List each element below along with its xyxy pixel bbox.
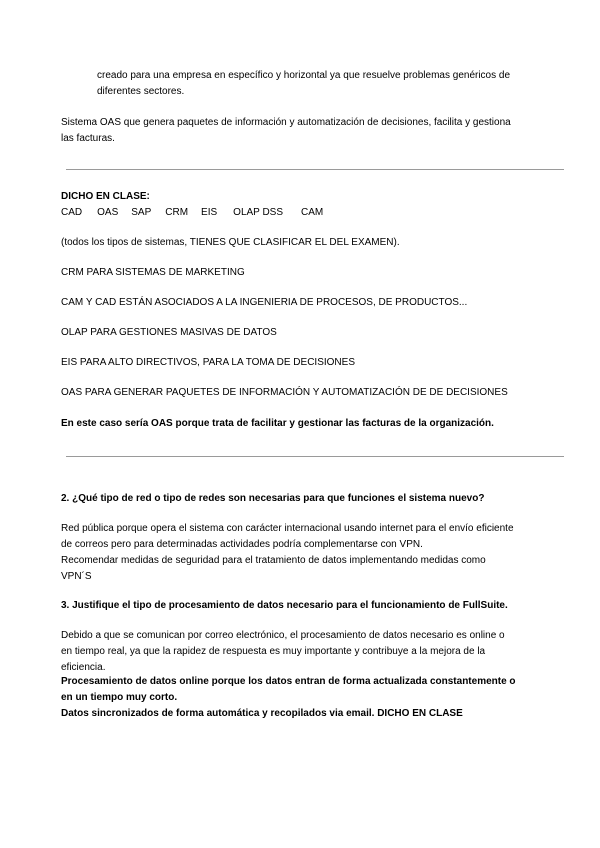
horizontal-divider [66, 456, 564, 457]
system-eis: EIS [201, 207, 218, 218]
system-crm: CRM [165, 207, 189, 218]
system-cam: CAM [301, 207, 324, 218]
oas-paragraph-line-1: Sistema OAS que genera paquetes de información y automatización de decisiones, facilita y gestiona [61, 117, 511, 128]
question-2-heading: 2. ¿Qué tipo de red o tipo de redes son necesarias para que funciones el sistema nuevo? [61, 493, 485, 504]
system-sap: SAP [131, 207, 152, 218]
question-3-heading: 3. Justifique el tipo de procesamiento de datos necesario para el funcionamiento de FullSuite. [61, 600, 508, 611]
question-3-bold-line-2: en un tiempo muy corto. [61, 692, 178, 703]
question-2-answer-line-2: de correos pero para determinadas actividades podría complementarse con VPN. [61, 539, 423, 550]
question-3-answer-line-2: en tiempo real, ya que la rapidez de respuesta es muy importante y contribuye a la mejora de la [61, 646, 486, 657]
oas-line: OAS PARA GENERAR PAQUETES DE INFORMACIÓN Y AUTOMATIZACIÓN DE DE DECISIONES [61, 387, 508, 398]
dicho-conclusion: En este caso sería OAS porque trata de facilitar y gestionar las facturas de la organización. [61, 418, 494, 429]
cam-cad-line: CAM Y CAD ESTÁN ASOCIADOS A LA INGENIERIA DE PROCESOS, DE PRODUCTOS... [61, 297, 468, 308]
question-3-bold-line-1: Procesamiento de datos online porque los datos entran de forma actualizada constantemente o [61, 676, 516, 687]
crm-line: CRM PARA SISTEMAS DE MARKETING [61, 267, 245, 278]
question-3-bold-line-3: Datos sincronizados de forma automática y recopilados via email. DICHO EN CLASE [61, 708, 463, 719]
question-2-answer-line-3: Recomendar medidas de seguridad para el tratamiento de datos implementando medidas como [61, 555, 486, 566]
question-2-answer-line-1: Red pública porque opera el sistema con carácter internacional usando internet para el envío eficiente [61, 523, 514, 534]
olap-line: OLAP PARA GESTIONES MASIVAS DE DATOS [61, 327, 277, 338]
systems-note: (todos los tipos de sistemas, TIENES QUE CLASIFICAR EL DEL EXAMEN). [61, 237, 400, 248]
dicho-heading: DICHO EN CLASE: [61, 191, 150, 202]
system-cad: CAD [61, 207, 83, 218]
systems-list [61, 205, 323, 221]
system-oas: OAS [97, 207, 119, 218]
question-3-answer-line-3: eficiencia. [61, 662, 106, 673]
horizontal-divider [66, 169, 564, 170]
system-olap-dss: OLAP DSS [233, 207, 284, 218]
question-2-answer-line-4: VPN´S [61, 571, 92, 582]
intro-indented-line-2: diferentes sectores. [97, 86, 185, 97]
question-3-answer-line-1: Debido a que se comunican por correo electrónico, el procesamiento de datos necesario es online o [61, 630, 505, 641]
intro-indented-line-1: creado para una empresa en específico y horizontal ya que resuelve problemas genéricos de [97, 70, 511, 81]
eis-line: EIS PARA ALTO DIRECTIVOS, PARA LA TOMA DE DECISIONES [61, 357, 355, 368]
oas-paragraph-line-2: las facturas. [61, 133, 115, 144]
